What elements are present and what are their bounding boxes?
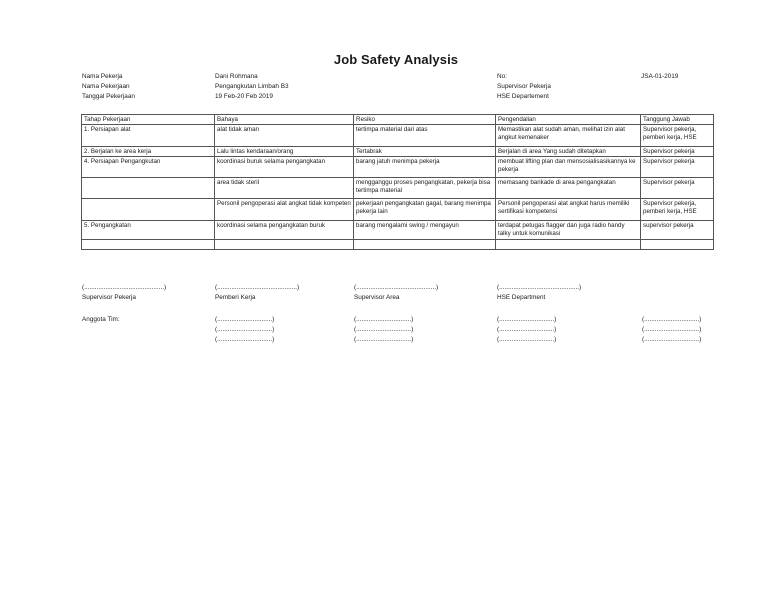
table-cell: pekerjaan pengangkatan gagal, barang menimpa pekerja lain bbox=[354, 199, 496, 221]
table-row bbox=[82, 221, 714, 240]
table-cell: Memastikan alat sudah aman, melihat izin alat angkut kemenaker bbox=[496, 125, 641, 147]
table-cell: Lalu lintas kendaraan/orang bbox=[215, 147, 354, 157]
info-label: HSE Departement bbox=[497, 93, 549, 100]
table-cell: koordinasi buruk selama pengangkatan bbox=[215, 157, 354, 178]
info-label: Nama Pekerja bbox=[82, 73, 123, 80]
signature-line: (.............................................) bbox=[215, 284, 300, 291]
info-value: Dani Rohmana bbox=[215, 73, 258, 80]
team-column bbox=[497, 315, 556, 345]
signature-role: Pemberi Kerja bbox=[215, 294, 256, 301]
team-member-line: (...............................) bbox=[354, 326, 414, 333]
signature-supervisor-pekerja bbox=[82, 283, 166, 303]
table-cell: 1. Persiapan alat bbox=[82, 125, 215, 147]
table-cell: Supervisor pekerja, pemberi kerja, HSE bbox=[641, 125, 714, 147]
table-cell bbox=[354, 240, 496, 250]
column-header: Pengendalian bbox=[496, 115, 641, 125]
table-cell: mengganggu proses pengangkatan, pekerja bisa tertimpa material bbox=[354, 178, 496, 199]
team-member-line: (...............................) bbox=[215, 316, 275, 323]
table-cell: supervisor pekerja bbox=[641, 221, 714, 240]
table-cell bbox=[215, 240, 354, 250]
table-cell bbox=[641, 240, 714, 250]
table-cell: barang jatuh menimpa pekerja bbox=[354, 157, 496, 178]
table-cell: Supervisor pekerja, pemberi kerja, HSE bbox=[641, 199, 714, 221]
team-member-line: (...............................) bbox=[642, 336, 702, 343]
team-label: Anggota Tim: bbox=[82, 316, 120, 323]
signature-supervisor-area bbox=[354, 283, 438, 303]
column-header: Tanggung Jawab bbox=[641, 115, 714, 125]
table-row bbox=[82, 199, 714, 221]
signature-hse-department bbox=[497, 283, 581, 303]
signature-line: (.............................................) bbox=[497, 284, 582, 291]
signature-line: (.............................................) bbox=[82, 284, 167, 291]
signature-role: Supervisor Area bbox=[354, 294, 400, 301]
jsa-table bbox=[81, 114, 714, 250]
team-column bbox=[215, 315, 274, 345]
info-label: No: bbox=[497, 73, 507, 80]
table-cell: alat tidak aman bbox=[215, 125, 354, 147]
info-value: JSA-01-2019 bbox=[641, 73, 679, 80]
team-member-line: (...............................) bbox=[642, 326, 702, 333]
table-cell: membuat lifting plan dan mensosialisasikannya ke pekerja bbox=[496, 157, 641, 178]
team-column bbox=[354, 315, 413, 345]
table-cell: Berjalan di area Yang sudah ditetapkan bbox=[496, 147, 641, 157]
info-right-values bbox=[641, 72, 678, 82]
table-cell: terdapat petugas flagger dan juga radio handy talky untuk komunikasi bbox=[496, 221, 641, 240]
table-cell: Personil pengoperasi alat angkat harus memiliki sertifikasi kompetensi bbox=[496, 199, 641, 221]
info-value: 19 Feb-20 Feb 2019 bbox=[215, 93, 273, 100]
table-cell: Supervisor pekerja bbox=[641, 157, 714, 178]
team-member-line: (...............................) bbox=[215, 336, 275, 343]
table-row bbox=[82, 178, 714, 199]
info-left-labels bbox=[82, 72, 135, 102]
info-label: Supervisor Pekerja bbox=[497, 83, 551, 90]
team-member-line: (...............................) bbox=[497, 326, 557, 333]
team-member-line: (...............................) bbox=[497, 316, 557, 323]
table-cell: tertimpa material dari atas bbox=[354, 125, 496, 147]
info-value: Pengangkutan Limbah B3 bbox=[215, 83, 289, 90]
table-cell: area tidak steril bbox=[215, 178, 354, 199]
team-member-line: (...............................) bbox=[354, 336, 414, 343]
table-cell: 2. Berjalan ke area kerja bbox=[82, 147, 215, 157]
team-member-line: (...............................) bbox=[642, 316, 702, 323]
table-cell: 5. Pengangkatan bbox=[82, 221, 215, 240]
team-column bbox=[642, 315, 701, 345]
team-member-line: (...............................) bbox=[497, 336, 557, 343]
table-cell: 4. Persiapan Pengangkutan bbox=[82, 157, 215, 178]
table-row bbox=[82, 157, 714, 178]
info-label: Tanggal Pekerjaan bbox=[82, 93, 135, 100]
table-cell bbox=[496, 240, 641, 250]
table-cell: Supervisor pekerja bbox=[641, 147, 714, 157]
team-member-line: (...............................) bbox=[354, 316, 414, 323]
table-header-row bbox=[82, 115, 714, 125]
table-cell bbox=[82, 199, 215, 221]
signature-role: Supervisor Pekerja bbox=[82, 294, 136, 301]
table-cell: koordinasi selama pengangkatan buruk bbox=[215, 221, 354, 240]
table-cell: barang mengalami swing / mengayun bbox=[354, 221, 496, 240]
column-header: Resiko bbox=[354, 115, 496, 125]
info-label: Nama Pekerjaan bbox=[82, 83, 130, 90]
signature-role: HSE Department bbox=[497, 294, 546, 301]
table-cell: Personil pengoperasi alat angkat tidak kompeten bbox=[215, 199, 354, 221]
page-title: Job Safety Analysis bbox=[333, 52, 459, 67]
team-member-line: (...............................) bbox=[215, 326, 275, 333]
table-cell: Supervisor pekerja bbox=[641, 178, 714, 199]
table-row bbox=[82, 240, 714, 250]
column-header: Bahaya bbox=[215, 115, 354, 125]
table-row bbox=[82, 147, 714, 157]
signature-line: (.............................................) bbox=[354, 284, 439, 291]
table-cell: Tertabrak bbox=[354, 147, 496, 157]
table-cell bbox=[82, 240, 215, 250]
table-cell: memasang barikade di area pengangkatan bbox=[496, 178, 641, 199]
table-row bbox=[82, 125, 714, 147]
info-right-labels bbox=[497, 72, 551, 102]
signature-pemberi-kerja bbox=[215, 283, 299, 303]
info-left-values bbox=[215, 72, 289, 102]
table-cell bbox=[82, 178, 215, 199]
column-header: Tahap Pekerjaan bbox=[82, 115, 215, 125]
